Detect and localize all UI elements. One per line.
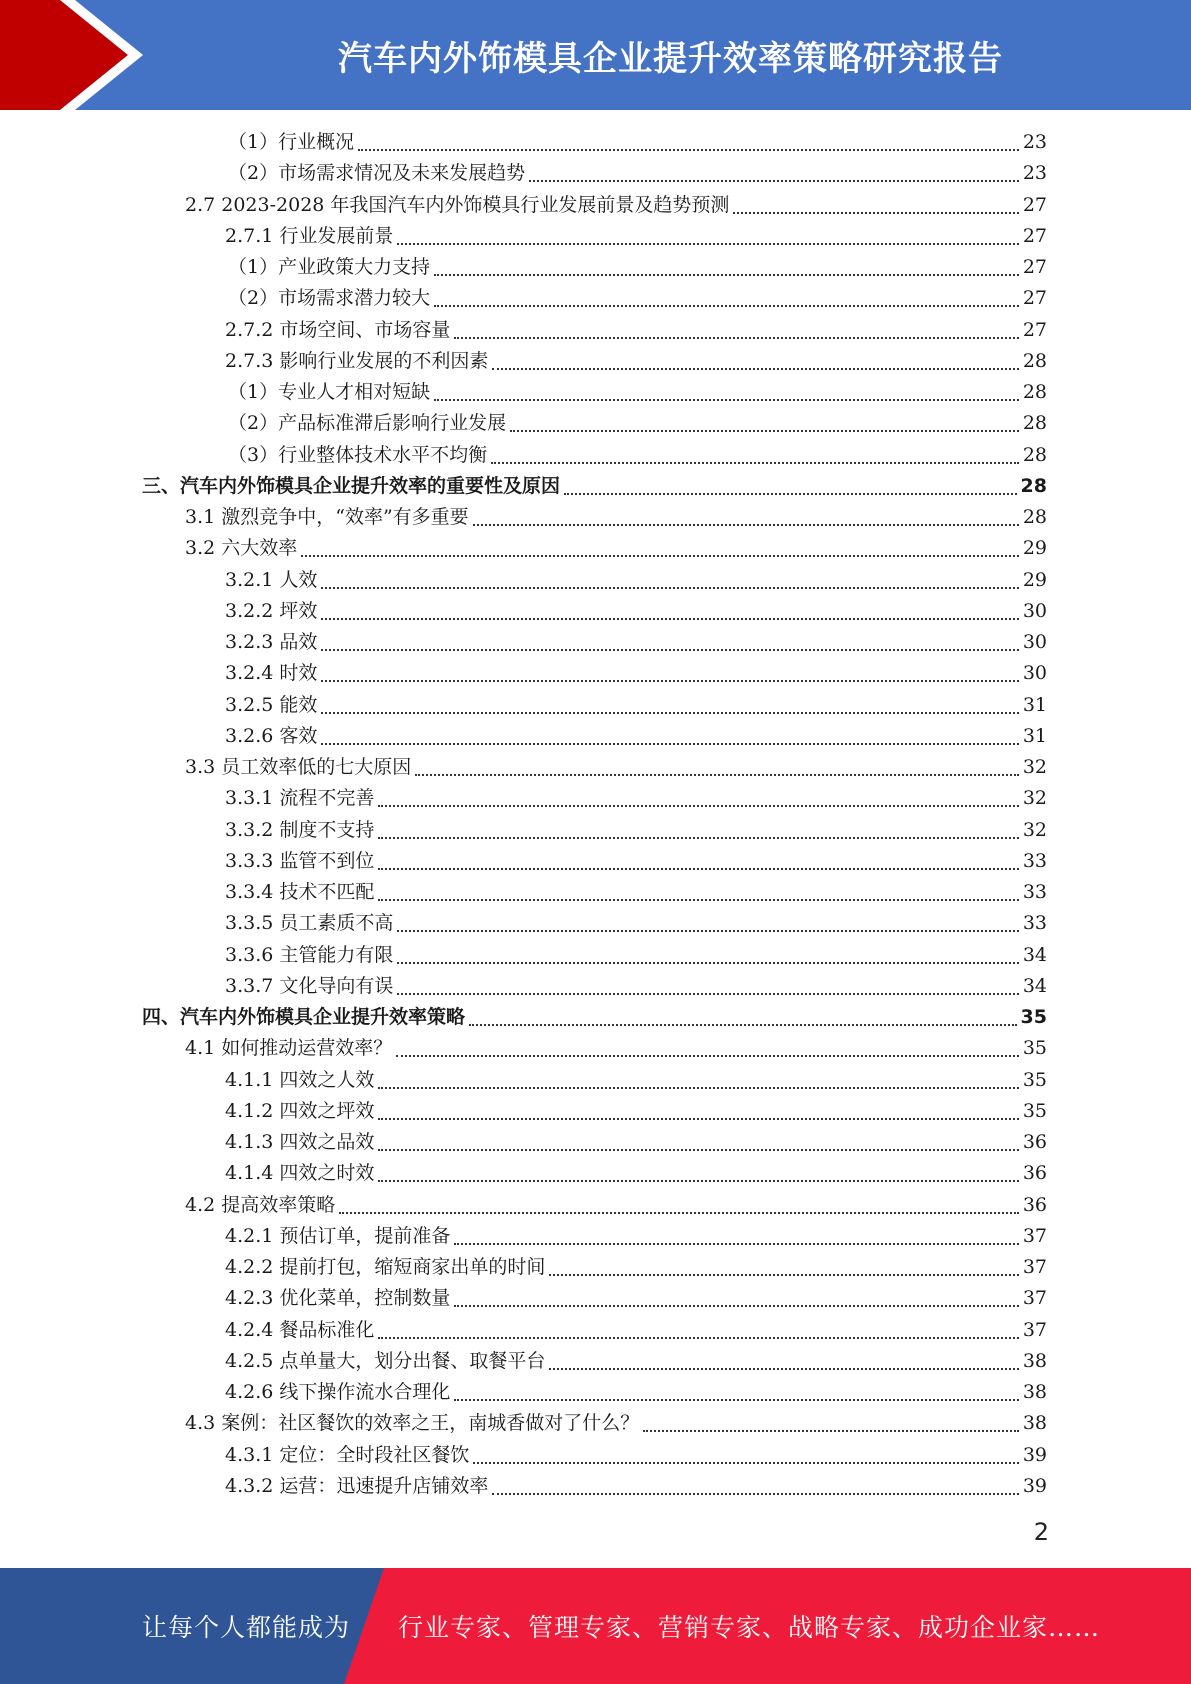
toc-entry-page: 28 bbox=[1022, 412, 1047, 435]
toc-entry-page: 33 bbox=[1022, 849, 1047, 872]
dot-leader bbox=[469, 1023, 1017, 1026]
toc-entry[interactable] bbox=[0, 408, 1191, 439]
toc-entry-label: 3.2.4 时效 bbox=[225, 662, 318, 685]
dot-leader bbox=[396, 1054, 1019, 1057]
toc-entry[interactable] bbox=[0, 658, 1191, 689]
toc-entry[interactable] bbox=[0, 1065, 1191, 1096]
dot-leader bbox=[358, 148, 1019, 151]
toc-entry[interactable] bbox=[0, 846, 1191, 877]
toc-entry-page: 35 bbox=[1022, 1037, 1047, 1060]
toc-entry-page: 39 bbox=[1022, 1474, 1047, 1497]
toc-entry[interactable] bbox=[0, 190, 1191, 221]
toc-entry-label: （1）专业人才相对短缺 bbox=[228, 381, 431, 404]
toc-entry-label: 3.3.1 流程不完善 bbox=[225, 787, 375, 810]
dot-leader bbox=[397, 929, 1018, 932]
toc-entry-label: 3.2.2 坪效 bbox=[225, 599, 318, 622]
dot-leader bbox=[321, 586, 1018, 589]
toc-entry-label: 4.3.2 运营：迅速提升店铺效率 bbox=[225, 1474, 489, 1497]
table-of-contents bbox=[0, 127, 1191, 1502]
toc-entry-page: 27 bbox=[1022, 287, 1047, 310]
toc-entry-page: 23 bbox=[1022, 162, 1047, 185]
toc-entry[interactable] bbox=[0, 565, 1191, 596]
toc-entry-label: 4.3.1 定位：全时段社区餐饮 bbox=[225, 1443, 470, 1466]
toc-entry[interactable] bbox=[0, 1096, 1191, 1127]
dot-leader bbox=[454, 336, 1018, 339]
dot-leader bbox=[434, 304, 1019, 307]
toc-entry-label: 3.2 六大效率 bbox=[185, 537, 298, 560]
toc-entry-page: 37 bbox=[1022, 1287, 1047, 1310]
toc-entry[interactable] bbox=[0, 877, 1191, 908]
toc-entry-page: 28 bbox=[1020, 474, 1047, 497]
toc-entry[interactable] bbox=[0, 721, 1191, 752]
toc-entry[interactable] bbox=[0, 627, 1191, 658]
toc-entry-page: 37 bbox=[1022, 1256, 1047, 1279]
toc-entry-label: 3.3.4 技术不匹配 bbox=[225, 881, 375, 904]
dot-leader bbox=[378, 836, 1018, 839]
toc-entry-page: 29 bbox=[1022, 568, 1047, 591]
dot-leader bbox=[397, 242, 1018, 245]
toc-entry-label: （3）行业整体技术水平不均衡 bbox=[228, 443, 488, 466]
toc-entry-label: 3.1 激烈竞争中，“效率”有多重要 bbox=[185, 506, 469, 529]
footer-slogan-left: 让每个人都能成为 bbox=[142, 1613, 351, 1642]
toc-entry-label: 2.7.2 市场空间、市场容量 bbox=[225, 318, 451, 341]
toc-entry-label: 三、汽车内外饰模具企业提升效率的重要性及原因 bbox=[142, 474, 561, 497]
toc-entry-label: 4.1.1 四效之人效 bbox=[225, 1068, 375, 1091]
toc-entry-page: 32 bbox=[1022, 756, 1047, 779]
toc-entry[interactable] bbox=[0, 377, 1191, 408]
toc-entry-page: 33 bbox=[1022, 881, 1047, 904]
toc-entry-label: 3.2.6 客效 bbox=[225, 724, 318, 747]
toc-entry-label: 2.7 2023-2028 年我国汽车内外饰模具行业发展前景及趋势预测 bbox=[185, 193, 730, 216]
dot-leader bbox=[321, 679, 1018, 682]
toc-entry-page: 38 bbox=[1022, 1412, 1047, 1435]
toc-entry[interactable] bbox=[0, 1408, 1191, 1439]
toc-entry[interactable] bbox=[0, 1252, 1191, 1283]
toc-entry-label: 4.2.4 餐品标准化 bbox=[225, 1318, 375, 1341]
toc-entry-label: 4.1.2 四效之坪效 bbox=[225, 1099, 375, 1122]
page-number: 2 bbox=[1033, 1518, 1049, 1546]
toc-entry-label: 4.3 案例：社区餐饮的效率之王，南城香做对了什么？ bbox=[185, 1412, 640, 1435]
dot-leader bbox=[301, 554, 1019, 557]
dot-leader bbox=[434, 273, 1019, 276]
dot-leader bbox=[492, 367, 1018, 370]
toc-entry[interactable] bbox=[0, 1190, 1191, 1221]
dot-leader bbox=[378, 1336, 1018, 1339]
toc-entry-page: 36 bbox=[1022, 1131, 1047, 1154]
toc-entry-label: 3.2.5 能效 bbox=[225, 693, 318, 716]
toc-entry-label: 2.7.3 影响行业发展的不利因素 bbox=[225, 349, 489, 372]
toc-entry-label: 4.2.5 点单量大，划分出餐、取餐平台 bbox=[225, 1349, 546, 1372]
toc-entry-label: （1）行业概况 bbox=[228, 131, 355, 154]
toc-entry-page: 27 bbox=[1022, 318, 1047, 341]
toc-entry-label: 4.2 提高效率策略 bbox=[185, 1193, 336, 1216]
toc-entry[interactable] bbox=[0, 1377, 1191, 1408]
toc-entry[interactable] bbox=[0, 533, 1191, 564]
toc-entry[interactable] bbox=[0, 1346, 1191, 1377]
toc-entry-page: 38 bbox=[1022, 1381, 1047, 1404]
chevron-arrow-icon bbox=[0, 0, 160, 110]
toc-entry-page: 23 bbox=[1022, 131, 1047, 154]
toc-entry-page: 30 bbox=[1022, 599, 1047, 622]
toc-entry-label: 4.2.6 线下操作流水合理化 bbox=[225, 1381, 451, 1404]
toc-entry[interactable] bbox=[0, 783, 1191, 814]
toc-entry-page: 30 bbox=[1022, 662, 1047, 685]
dot-leader bbox=[643, 1429, 1019, 1432]
toc-entry-page: 37 bbox=[1022, 1318, 1047, 1341]
dot-leader bbox=[434, 398, 1019, 401]
toc-entry-page: 33 bbox=[1022, 912, 1047, 935]
toc-entry[interactable] bbox=[0, 1471, 1191, 1502]
toc-entry-page: 29 bbox=[1022, 537, 1047, 560]
toc-entry-label: （2）市场需求情况及未来发展趋势 bbox=[228, 162, 526, 185]
dot-leader bbox=[321, 711, 1018, 714]
dot-leader bbox=[378, 804, 1018, 807]
dot-leader bbox=[321, 617, 1018, 620]
toc-entry[interactable] bbox=[0, 1283, 1191, 1314]
dot-leader bbox=[492, 1492, 1018, 1495]
document-title: 汽车内外饰模具企业提升效率策略研究报告 bbox=[338, 38, 1003, 79]
toc-entry-label: 4.1.4 四效之时效 bbox=[225, 1162, 375, 1185]
toc-entry-page: 36 bbox=[1022, 1193, 1047, 1216]
toc-entry-label: 4.1.3 四效之品效 bbox=[225, 1131, 375, 1154]
toc-entry[interactable] bbox=[0, 1158, 1191, 1189]
toc-entry[interactable] bbox=[0, 1033, 1191, 1064]
toc-entry[interactable] bbox=[0, 252, 1191, 283]
toc-entry-label: 4.1 如何推动运营效率？ bbox=[185, 1037, 393, 1060]
toc-entry[interactable] bbox=[0, 283, 1191, 314]
toc-entry-label: 4.2.2 提前打包，缩短商家出单的时间 bbox=[225, 1256, 546, 1279]
toc-entry-page: 32 bbox=[1022, 818, 1047, 841]
toc-entry-page: 35 bbox=[1020, 1006, 1047, 1029]
toc-entry[interactable] bbox=[0, 1002, 1191, 1033]
toc-entry[interactable] bbox=[0, 471, 1191, 502]
dot-leader bbox=[321, 648, 1018, 651]
toc-entry[interactable] bbox=[0, 346, 1191, 377]
toc-entry-page: 31 bbox=[1022, 724, 1047, 747]
dot-leader bbox=[549, 1273, 1018, 1276]
toc-entry-page: 35 bbox=[1022, 1099, 1047, 1122]
toc-entry-page: 28 bbox=[1022, 349, 1047, 372]
toc-entry[interactable] bbox=[0, 1315, 1191, 1346]
dot-leader bbox=[473, 523, 1019, 526]
toc-entry-label: 4.2.1 预估订单，提前准备 bbox=[225, 1224, 451, 1247]
toc-entry-page: 36 bbox=[1022, 1162, 1047, 1185]
toc-entry[interactable] bbox=[0, 596, 1191, 627]
dot-leader bbox=[378, 898, 1018, 901]
dot-leader bbox=[378, 1086, 1018, 1089]
toc-entry-label: 3.3.3 监管不到位 bbox=[225, 849, 375, 872]
toc-entry-label: （1）产业政策大力支持 bbox=[228, 256, 431, 279]
toc-entry-label: 3.3.2 制度不支持 bbox=[225, 818, 375, 841]
footer-slogan-right: 行业专家、管理专家、营销专家、战略专家、成功企业家…… bbox=[398, 1613, 1101, 1642]
dot-leader bbox=[454, 1398, 1018, 1401]
toc-entry-label: （2）产品标准滞后影响行业发展 bbox=[228, 412, 507, 435]
toc-entry[interactable] bbox=[0, 1221, 1191, 1252]
dot-leader bbox=[473, 1461, 1018, 1464]
toc-entry-label: 3.2.1 人效 bbox=[225, 568, 318, 591]
toc-entry[interactable] bbox=[0, 940, 1191, 971]
toc-entry[interactable] bbox=[0, 752, 1191, 783]
toc-entry-page: 28 bbox=[1022, 506, 1047, 529]
toc-entry-label: 3.3.5 员工素质不高 bbox=[225, 912, 394, 935]
toc-entry-page: 30 bbox=[1022, 631, 1047, 654]
toc-entry-page: 34 bbox=[1022, 943, 1047, 966]
dot-leader bbox=[491, 461, 1019, 464]
toc-entry[interactable] bbox=[0, 440, 1191, 471]
dot-leader bbox=[378, 867, 1018, 870]
toc-entry-label: 3.3.7 文化导向有误 bbox=[225, 974, 394, 997]
dot-leader bbox=[397, 961, 1018, 964]
toc-entry-page: 32 bbox=[1022, 787, 1047, 810]
toc-entry-page: 38 bbox=[1022, 1349, 1047, 1372]
dot-leader bbox=[529, 179, 1019, 182]
dot-leader bbox=[339, 1211, 1019, 1214]
toc-entry-label: 四、汽车内外饰模具企业提升效率策略 bbox=[142, 1006, 466, 1029]
toc-entry-label: 3.2.3 品效 bbox=[225, 631, 318, 654]
dot-leader bbox=[454, 1304, 1018, 1307]
toc-entry[interactable] bbox=[0, 127, 1191, 158]
toc-entry[interactable] bbox=[0, 690, 1191, 721]
toc-entry-label: 4.2.3 优化菜单，控制数量 bbox=[225, 1287, 451, 1310]
dot-leader bbox=[321, 742, 1018, 745]
toc-entry-label: 3.3.6 主管能力有限 bbox=[225, 943, 394, 966]
toc-entry-label: 3.3 员工效率低的七大原因 bbox=[185, 756, 412, 779]
footer-banner bbox=[0, 1568, 1191, 1684]
toc-entry-page: 28 bbox=[1022, 443, 1047, 466]
toc-entry[interactable] bbox=[0, 908, 1191, 939]
toc-entry-page: 35 bbox=[1022, 1068, 1047, 1091]
toc-entry[interactable] bbox=[0, 315, 1191, 346]
toc-entry-page: 27 bbox=[1022, 256, 1047, 279]
toc-entry-page: 37 bbox=[1022, 1224, 1047, 1247]
dot-leader bbox=[564, 492, 1017, 495]
dot-leader bbox=[733, 211, 1018, 214]
dot-leader bbox=[397, 992, 1018, 995]
toc-entry-page: 31 bbox=[1022, 693, 1047, 716]
dot-leader bbox=[549, 1367, 1018, 1370]
dot-leader bbox=[415, 773, 1019, 776]
toc-entry[interactable] bbox=[0, 1127, 1191, 1158]
dot-leader bbox=[378, 1117, 1018, 1120]
toc-entry-page: 34 bbox=[1022, 974, 1047, 997]
toc-entry-label: 2.7.1 行业发展前景 bbox=[225, 224, 394, 247]
toc-entry-label: （2）市场需求潜力较大 bbox=[228, 287, 431, 310]
toc-entry-page: 39 bbox=[1022, 1443, 1047, 1466]
dot-leader bbox=[378, 1148, 1018, 1151]
toc-entry[interactable] bbox=[0, 502, 1191, 533]
dot-leader bbox=[378, 1179, 1018, 1182]
toc-entry[interactable] bbox=[0, 815, 1191, 846]
toc-entry-page: 27 bbox=[1022, 193, 1047, 216]
toc-entry[interactable] bbox=[0, 971, 1191, 1002]
dot-leader bbox=[454, 1242, 1018, 1245]
toc-entry[interactable] bbox=[0, 158, 1191, 189]
toc-entry[interactable] bbox=[0, 1440, 1191, 1471]
toc-entry[interactable] bbox=[0, 221, 1191, 252]
toc-entry-page: 28 bbox=[1022, 381, 1047, 404]
header-bar bbox=[0, 0, 1191, 110]
toc-entry-page: 27 bbox=[1022, 224, 1047, 247]
dot-leader bbox=[510, 429, 1019, 432]
